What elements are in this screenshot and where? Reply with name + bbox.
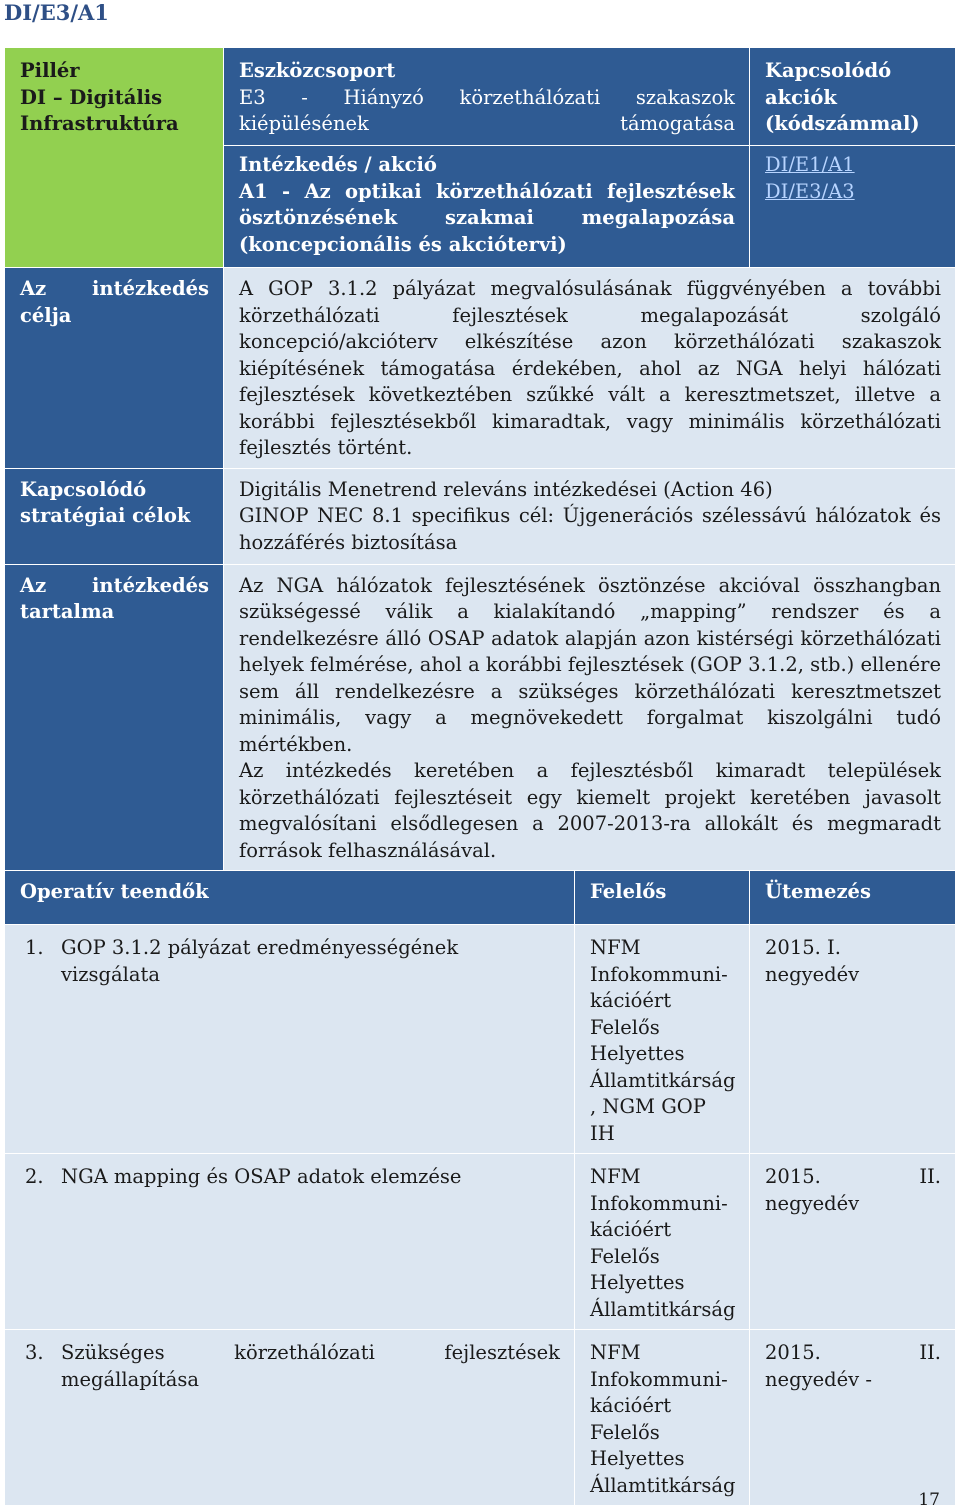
operation-responsible: NFM Infokommuni-kációért Felelős Helyettes Államtitkárság , NGM GOP IH (575, 925, 750, 1154)
pillar-name-line2: Infrastruktúra (20, 112, 179, 135)
operation-row (5, 1154, 956, 1330)
pillar-cell (5, 48, 224, 268)
operation-schedule: 2015. II. negyedév (750, 1154, 956, 1330)
tool-group-cell (224, 48, 750, 146)
tool-group-text (239, 85, 735, 138)
operation-task-cell (5, 1330, 575, 1506)
content-label-word1: Az (20, 573, 47, 597)
operation-task: Szükséges körzethálózati fejlesztések megállapítása (61, 1341, 560, 1391)
pillar-name-line1: DI – Digitális (20, 85, 163, 109)
tool-group-label: Eszközcsoport (239, 59, 396, 82)
content-label-word2: intézkedés (91, 573, 209, 597)
operation-task: GOP 3.1.2 pályázat eredményességének vizsgálata (61, 936, 459, 986)
strategic-line1: Digitális Menetrend releváns intézkedései (Action 46) (239, 477, 773, 501)
action-text: A1 - Az optikai körzethálózati fejlesztések ösztönzésének szakmai megalapozása (koncepcionális és akciótervi) (239, 179, 735, 256)
action-sheet-table (4, 47, 956, 1506)
page-number: 17 (918, 1490, 940, 1510)
related-actions-label-cell (750, 48, 956, 146)
operation-task-cell (5, 1154, 575, 1330)
document-code: DI/E3/A1 (4, 0, 109, 25)
operation-schedule: 2015. I. negyedév (750, 925, 956, 1154)
operation-responsible: NFM Infokommuni-kációért Felelős Helyettes Államtitkárság (575, 1330, 750, 1506)
goal-label-cell (5, 268, 224, 469)
tool-group-value: E3 - Hiányzó körzethálózati szakaszok kiépülésének támogatása (239, 85, 735, 135)
pillar-label: Pillér (20, 59, 80, 82)
content-label-cell (5, 564, 224, 871)
related-label-line3: (kódszámmal) (765, 112, 920, 135)
strategic-label-line1: Kapcsolódó (20, 477, 147, 501)
related-link-1[interactable]: DI/E1/A1 (765, 153, 855, 176)
operation-number: 2. (25, 1165, 44, 1188)
related-link-2[interactable]: DI/E3/A3 (765, 179, 855, 203)
strategic-label-cell (5, 468, 224, 564)
operations-header-schedule: Ütemezés (750, 871, 956, 925)
operation-row (5, 1330, 956, 1506)
operations-header-responsible: Felelős (575, 871, 750, 925)
operation-task-cell (5, 925, 575, 1154)
goal-label-word3: célja (20, 303, 72, 327)
strategic-line2: GINOP NEC 8.1 specifikus cél: Újgenerációs szélessávú hálózatok és hozzáférés biztosítása (239, 504, 941, 554)
goal-label-word1: Az (20, 277, 47, 300)
operation-task: NGA mapping és OSAP adatok elemzése (61, 1165, 462, 1188)
related-label-line2: akciók (765, 85, 837, 109)
related-links-cell (750, 146, 956, 268)
action-label: Intézkedés / akció (239, 153, 437, 176)
content-label-word3: tartalma (20, 600, 115, 623)
goal-text: A GOP 3.1.2 pályázat megvalósulásának függvényében a további körzethálózati fejlesztések megalapozását szolgáló koncepció/akcióterv elkészítése azon körzethálózati szakaszok kiépítésének támogatása érdekében, ahol az NGA helyi hálózati fejlesztések következtében szűkké vált a keresztmetszet, illetve a korábbi fejlesztésekből kimaradtak, vagy minimális körzethálózati fejlesztés történt. (224, 268, 956, 469)
related-label-line1: Kapcsolódó (765, 59, 892, 82)
operation-schedule: 2015. II. negyedév - (750, 1330, 956, 1506)
content-paragraph-2: Az intézkedés keretében a fejlesztésből kimaradt települések körzethálózati fejlesztéseit egy kiemelt projekt keretében javasolt megvalósítani elsődlegesen a 2007-2013-ra allokált és megmaradt források felhasználásával. (239, 759, 941, 862)
operation-number: 3. (25, 1341, 44, 1364)
operation-number: 1. (25, 936, 44, 959)
operations-header-task: Operatív teendők (5, 871, 575, 925)
action-cell (224, 146, 750, 268)
content-cell (224, 564, 956, 871)
content-paragraph-1: Az NGA hálózatok fejlesztésének ösztönzése akcióval összhangban szükségessé válik a kialakítandó „mapping” rendszer és a rendelkezésre álló OSAP adatok alapján azon kistérségi körzethálózati helyek felmérése, ahol a korábbi fejlesztések (GOP 3.1.2, stb.) ellenére sem áll rendelkezésre a szükséges körzethálózati keresztmetszet minimális, vagy a megnövekedett forgalmat kiszolgálni tudó mértékben. (239, 573, 941, 756)
strategic-goals-cell (224, 468, 956, 564)
strategic-label-line2: stratégiai célok (20, 504, 191, 527)
operation-row (5, 925, 956, 1154)
operation-responsible: NFM Infokommuni-kációért Felelős Helyettes Államtitkárság (575, 1154, 750, 1330)
goal-label-word2: intézkedés (91, 277, 209, 300)
